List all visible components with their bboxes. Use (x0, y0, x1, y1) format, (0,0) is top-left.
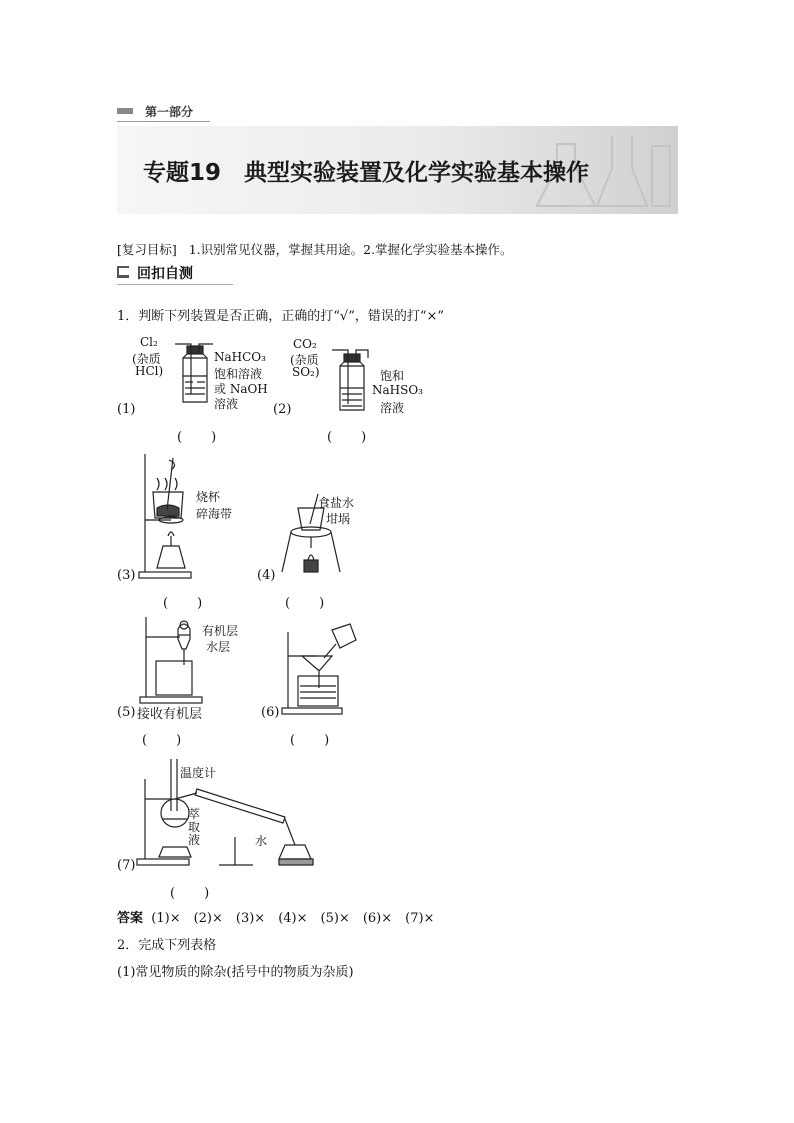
section-bracket-icon (117, 266, 129, 278)
filtration-apparatus (280, 622, 360, 716)
extract-label: 取 (188, 820, 201, 834)
water-label: 水 (255, 834, 268, 848)
answer-blank[interactable]: ( ) (142, 733, 183, 748)
water-layer-label: 水层 (206, 640, 231, 654)
reagent-label: 溶液 (214, 397, 239, 411)
answer-blank[interactable]: ( ) (170, 886, 211, 901)
gas-label: CO₂ (293, 337, 317, 351)
beaker-label: 烧杯 (196, 490, 221, 504)
part-label-text: 第一部分 (145, 105, 194, 119)
organic-layer-label: 有机层 (202, 624, 239, 638)
distillation-apparatus (135, 755, 315, 867)
reagent-label: NaHSO₃ (372, 383, 423, 397)
impurity-label: (杂质 (290, 353, 319, 367)
reagent-label: 溶液 (380, 401, 405, 415)
gas-label: Cl₂ (140, 335, 158, 349)
title-banner (117, 126, 678, 214)
brine-label: 食盐水 (318, 496, 355, 510)
review-goal (117, 240, 513, 258)
item-number: (4) (257, 568, 276, 583)
item-number: (1) (117, 402, 136, 417)
goal-tag: [复习目标] (117, 242, 177, 257)
impurity-label: HCl) (135, 364, 164, 378)
item-number: (7) (117, 858, 136, 873)
reagent-label: 饱和 (380, 369, 405, 383)
seaweed-label: 碎海带 (196, 507, 233, 521)
section-heading (117, 262, 233, 285)
item-number: (5) (117, 705, 136, 720)
goal-text: 1.识别常见仪器，掌握其用途。2.掌握化学实验基本操作。 (188, 242, 513, 257)
section-title: 回扣自测 (137, 266, 193, 282)
extract-label: 萃 (188, 807, 201, 821)
answer-line (117, 907, 434, 926)
reagent-label: 饱和溶液 (214, 367, 263, 381)
part-label (117, 103, 210, 122)
answer-text: (1)× (2)× (3)× (4)× (5)× (6)× (7)× (151, 911, 435, 926)
gas-washing-bottle-1 (175, 340, 215, 408)
answer-blank[interactable]: ( ) (177, 430, 218, 445)
thermometer-label: 温度计 (180, 766, 217, 780)
question-1: 1．判断下列装置是否正确，正确的打“√”，错误的打“×” (117, 309, 445, 324)
item-number: (6) (261, 705, 280, 720)
part-bar-icon (117, 108, 133, 114)
caption: 接收有机层 (137, 707, 203, 722)
answer-blank[interactable]: ( ) (290, 733, 331, 748)
item-number: (2) (273, 402, 292, 417)
item-number: (3) (117, 568, 136, 583)
answer-blank[interactable]: ( ) (163, 596, 204, 611)
beaker-heating-apparatus (135, 450, 205, 580)
impurity-label: (杂质 (132, 352, 161, 366)
gas-washing-bottle-2 (332, 346, 374, 414)
answer-label: 答案 (117, 911, 144, 926)
question-2-sub: (1)常见物质的除杂(括号中的物质为杂质) (117, 965, 354, 980)
extract-label: 液 (188, 833, 201, 847)
answer-blank[interactable]: ( ) (285, 596, 326, 611)
answer-blank[interactable]: ( ) (327, 430, 368, 445)
impurity-label: SO₂) (292, 365, 320, 379)
reagent-label: NaHCO₃ (214, 350, 266, 364)
question-2: 2．完成下列表格 (117, 938, 217, 953)
reagent-label: 或 NaOH (214, 382, 268, 396)
separatory-funnel-apparatus (138, 615, 208, 705)
crucible-label: 坩埚 (326, 512, 351, 526)
page-title: 专题19 典型实验装置及化学实验基本操作 (143, 160, 590, 186)
